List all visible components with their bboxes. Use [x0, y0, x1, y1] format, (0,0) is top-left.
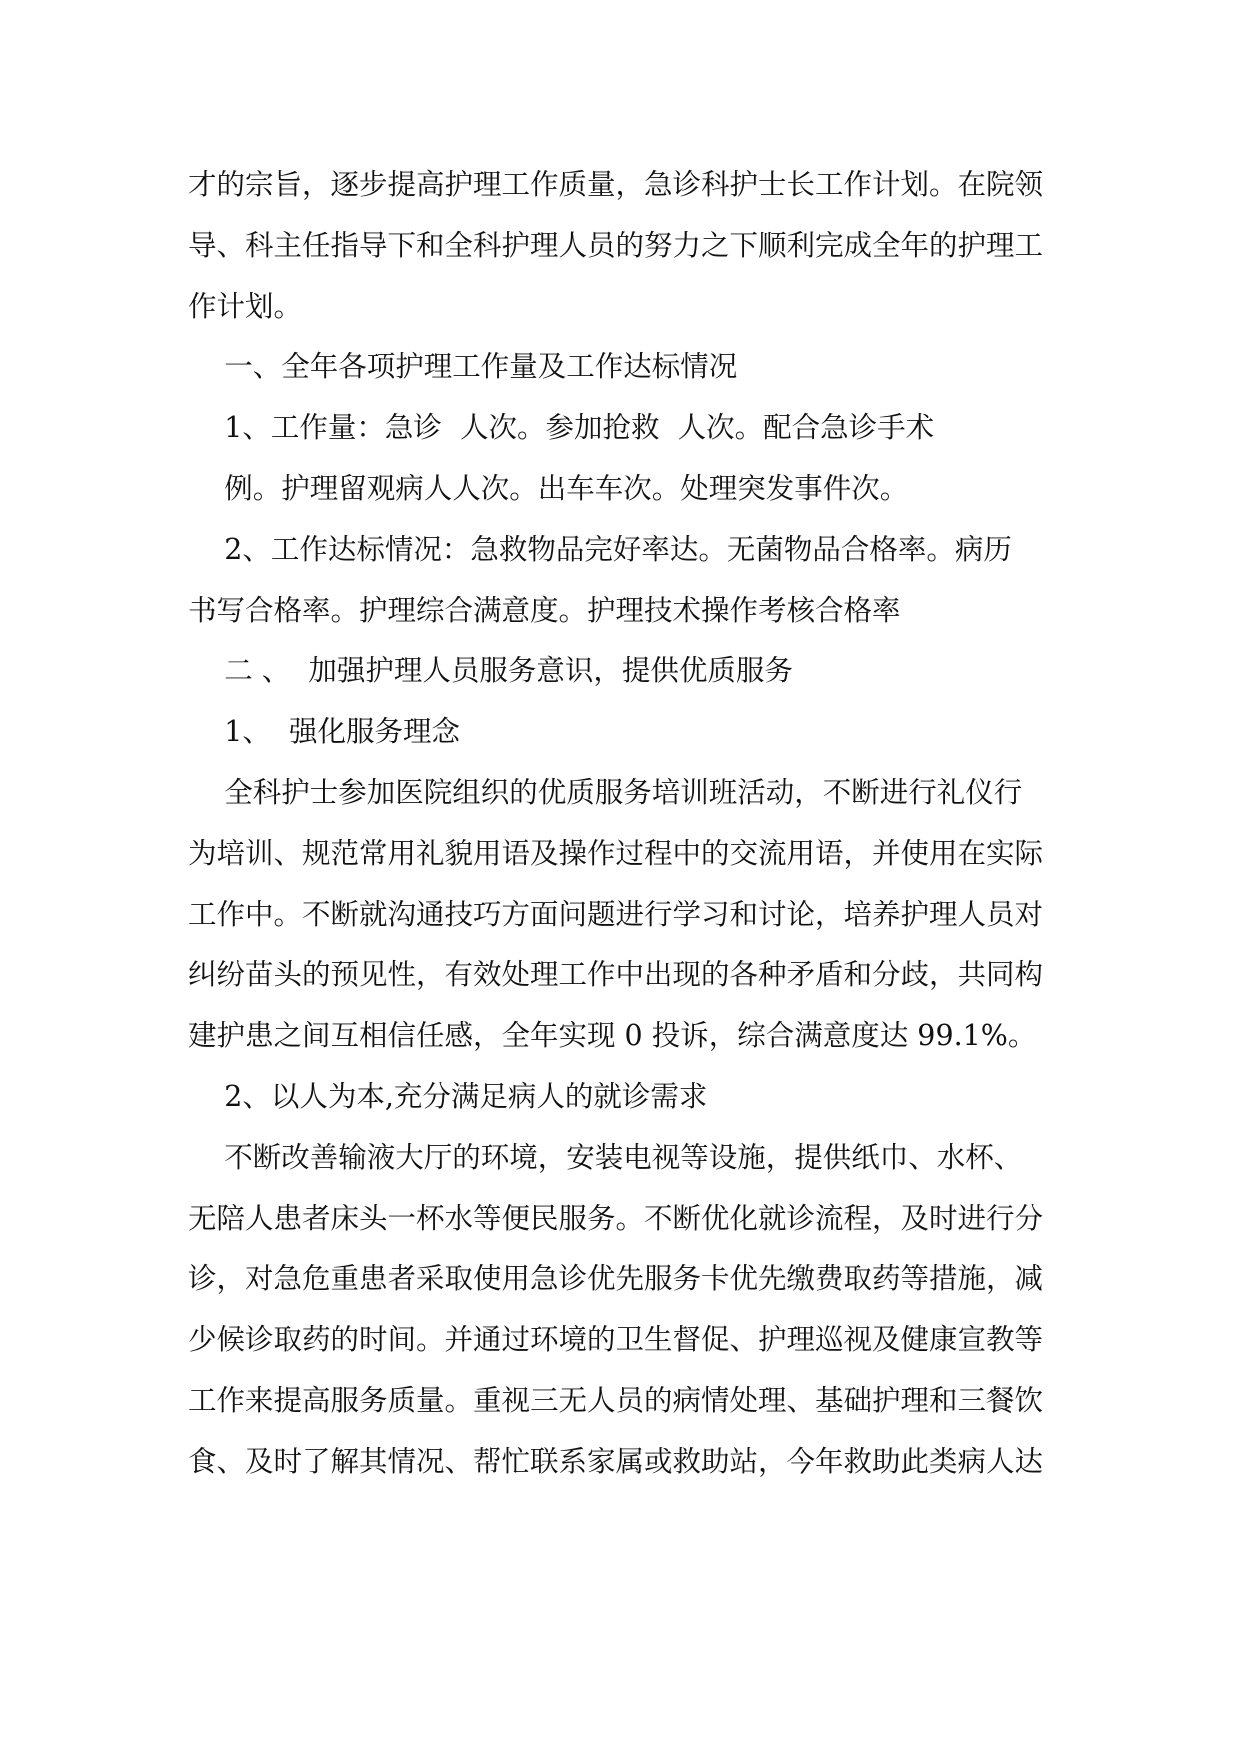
text-line: 全科护士参加医院组织的优质服务培训班活动，不断进行礼仪行 [188, 775, 1023, 809]
text-line: 才的宗旨，逐步提高护理工作质量，急诊科护士长工作计划。在院领 [188, 168, 1044, 201]
text-line: 工作中。不断就沟通技巧方面问题进行学习和讨论，培养护理人员对 [188, 897, 1044, 931]
text-line: 纠纷苗头的预见性，有效处理工作中出现的各种矛盾和分歧，共同构 [188, 958, 1044, 992]
document-body [188, 155, 1058, 1493]
text-line: 建护患之间互相信任感，全年实现 0 投诉，综合满意度达 99.1%。 [188, 1019, 1037, 1053]
text-line: 为培训、规范常用礼貌用语及操作过程中的交流用语，并使用在实际 [188, 836, 1044, 870]
text-line: 工作来提高服务质量。重视三无人员的病情处理、基础护理和三餐饮 [188, 1383, 1044, 1417]
subsection-heading: 1、 强化服务理念 [188, 715, 460, 749]
text-line: 诊，对急危重患者采取使用急诊优先服务卡优先缴费取药等措施，减 [188, 1262, 1044, 1296]
text-line: 食、及时了解其情况、帮忙联系家属或救助站，今年救助此类病人达 [188, 1444, 1044, 1478]
text-line: 少候诊取药的时间。并通过环境的卫生督促、护理巡视及健康宣教等 [188, 1323, 1044, 1357]
text-line: 无陪人患者床头一杯水等便民服务。不断优化就诊流程，及时进行分 [188, 1201, 1044, 1235]
text-line: 1、工作量：急诊 人次。参加抢救 人次。配合急诊手术 [188, 411, 935, 445]
text-line: 书写合格率。护理综合满意度。护理技术操作考核合格率 [188, 593, 901, 627]
subsection-heading: 2、以人为本,充分满足病人的就诊需求 [188, 1079, 708, 1113]
section-heading: 一、全年各项护理工作量及工作达标情况 [188, 350, 738, 384]
text-line: 2、工作达标情况：急救物品完好率达。无菌物品合格率。病历 [188, 532, 1012, 566]
text-line: 导、科主任指导下和全科护理人员的努力之下顺利完成全年的护理工 [188, 228, 1044, 262]
text-line: 作计划。 [188, 289, 303, 323]
text-line: 例。护理留观病人人次。出车车次。处理突发事件次。 [188, 471, 909, 505]
text-line: 不断改善输液大厅的环境，安装电视等设施，提供纸巾、水杯、 [188, 1140, 1023, 1174]
section-heading: 二 、 加强护理人员服务意识，提供优质服务 [188, 654, 793, 688]
